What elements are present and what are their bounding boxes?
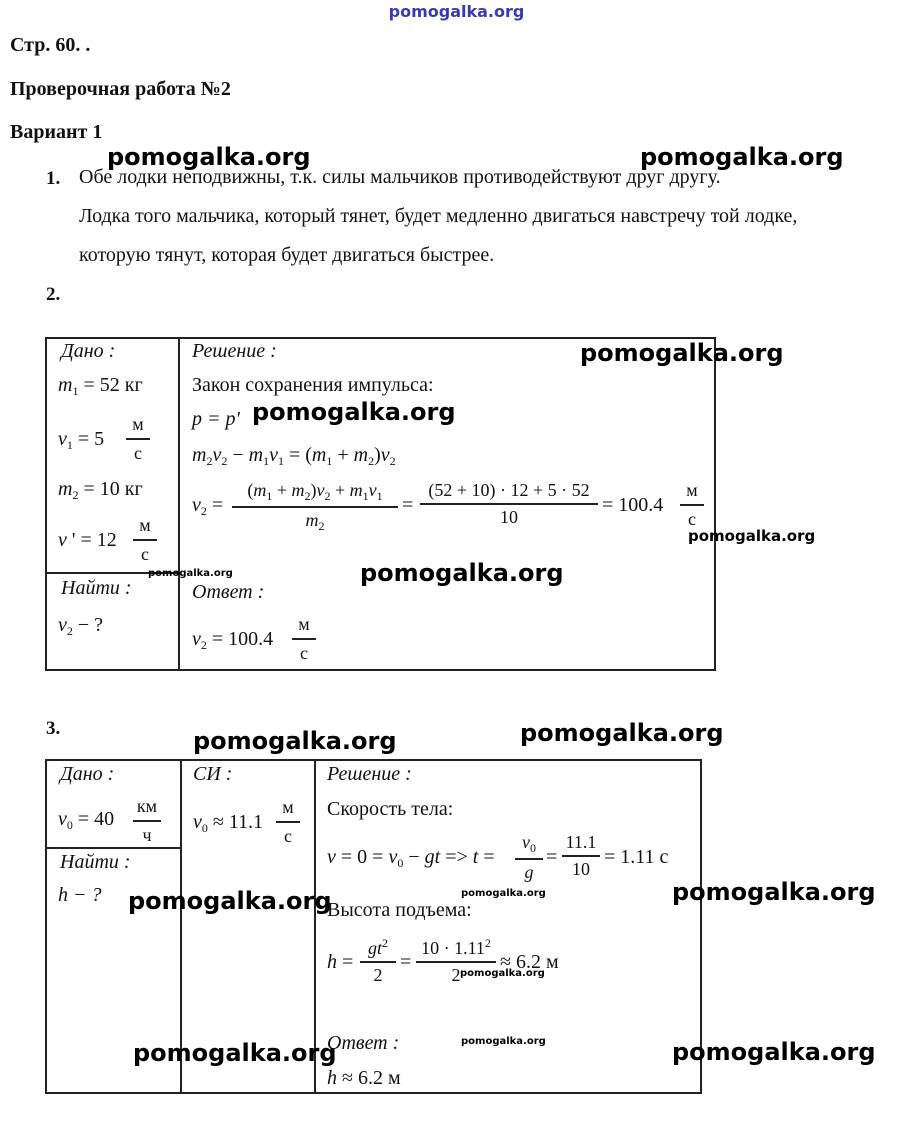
- speed-text: Скорость тела:: [327, 798, 454, 820]
- fraction-symbolic: $(m_1 + m_2)v_2 + m_1v_1$ $m_2$: [232, 480, 398, 534]
- watermark-top[interactable]: pomogalka.org: [388, 2, 525, 21]
- task1-line-2: Лодка того мальчика, который тянет, будет медленно двигаться навстречу той лодке,: [79, 205, 798, 227]
- watermark: pomogalka.org: [460, 968, 545, 979]
- answer-label: Ответ :: [327, 1032, 400, 1054]
- equation-p: p = p': [192, 408, 240, 430]
- watermark: pomogalka.org: [252, 398, 456, 426]
- task1-number: 1.: [46, 168, 61, 189]
- find-h: h − ?: [58, 884, 102, 906]
- si-label: СИ :: [193, 763, 233, 785]
- solution-label: Решение :: [327, 763, 412, 785]
- unit-km-per-h: км ч: [133, 796, 161, 846]
- fraction-height-numeric: $10 \cdot 1.11^2$ 2: [416, 936, 496, 986]
- watermark: pomogalka.org: [580, 339, 784, 367]
- variant-heading: Вариант 1: [10, 121, 103, 143]
- find-v2: $v_2$ − ?: [58, 614, 104, 638]
- given-m1: $m_1 = 52$ кг: [58, 374, 143, 398]
- si-v0: $v_0 \approx 11.1$: [193, 811, 264, 835]
- task2-number: 2.: [46, 284, 61, 305]
- fraction-v0-g: $v_0$ g: [515, 832, 543, 883]
- task3-number: 3.: [46, 718, 61, 739]
- equation-v2-lhs: $v_2$ =: [192, 494, 224, 518]
- unit-m-per-s: м с: [133, 515, 157, 565]
- result-height: ≈ 6.2 м: [500, 951, 559, 973]
- given-label: Дано :: [60, 763, 115, 785]
- given-v-prime: v ' = 12: [58, 529, 117, 551]
- unit-m-per-s: м с: [292, 614, 316, 664]
- watermark: pomogalka.org: [688, 527, 816, 545]
- answer-label: Ответ :: [192, 581, 265, 603]
- answer-height: h ≈ 6.2 м: [327, 1067, 401, 1089]
- solution-label: Решение :: [192, 340, 277, 362]
- find-label: Найти :: [61, 577, 132, 599]
- unit-m-per-s: м с: [126, 414, 150, 464]
- watermark: pomogalka.org: [520, 719, 724, 747]
- page-title: Проверочная работа №2: [10, 78, 231, 100]
- watermark: pomogalka.org: [672, 878, 876, 906]
- watermark: pomogalka.org: [672, 1038, 876, 1066]
- given-label: Дано :: [61, 340, 116, 362]
- result-v2: = 100.4: [602, 494, 664, 516]
- watermark: pomogalka.org: [193, 727, 397, 755]
- given-v0: $v_0 = 40$: [58, 808, 115, 832]
- watermark: pomogalka.org: [148, 568, 233, 579]
- watermark: pomogalka.org: [133, 1039, 337, 1067]
- watermark: pomogalka.org: [107, 143, 311, 171]
- height-text: Высота подъема:: [327, 899, 472, 921]
- watermark: pomogalka.org: [640, 143, 844, 171]
- equation-momentum: $m_2v_2 - m_1v_1 = (m_1 + m_2)v_2$: [192, 444, 396, 468]
- given-m2: $m_2 = 10$ кг: [58, 478, 143, 502]
- watermark: pomogalka.org: [128, 887, 332, 915]
- equation-height-lhs: h =: [327, 951, 354, 973]
- watermark: pomogalka.org: [461, 888, 546, 899]
- answer-v2: $v_2 = 100.4$: [192, 628, 274, 652]
- fraction-time-numeric: 11.1 10: [562, 832, 600, 880]
- task1-line-1: Обе лодки неподвижны, т.к. силы мальчиков противодействуют друг другу.: [79, 166, 721, 188]
- equation-time: $v = 0 = v_0$ − gt => t =: [327, 846, 495, 870]
- watermark: pomogalka.org: [360, 559, 564, 587]
- given-v1: $v_1 = 5$: [58, 428, 105, 452]
- unit-m-per-s: м с: [276, 797, 300, 847]
- find-label: Найти :: [60, 851, 131, 873]
- page-reference: Стр. 60. .: [10, 34, 91, 56]
- fraction-numeric: (52 + 10) · 12 + 5 · 52 10: [420, 480, 598, 528]
- momentum-law: Закон сохранения импульса:: [192, 374, 434, 396]
- fraction-gt2: $gt^2$ 2: [360, 936, 396, 986]
- watermark: pomogalka.org: [461, 1036, 546, 1047]
- unit-m-per-s: м с: [680, 480, 704, 530]
- task1-line-3: которую тянут, которая будет двигаться быстрее.: [79, 244, 495, 266]
- result-time: = 1.11 с: [604, 846, 669, 868]
